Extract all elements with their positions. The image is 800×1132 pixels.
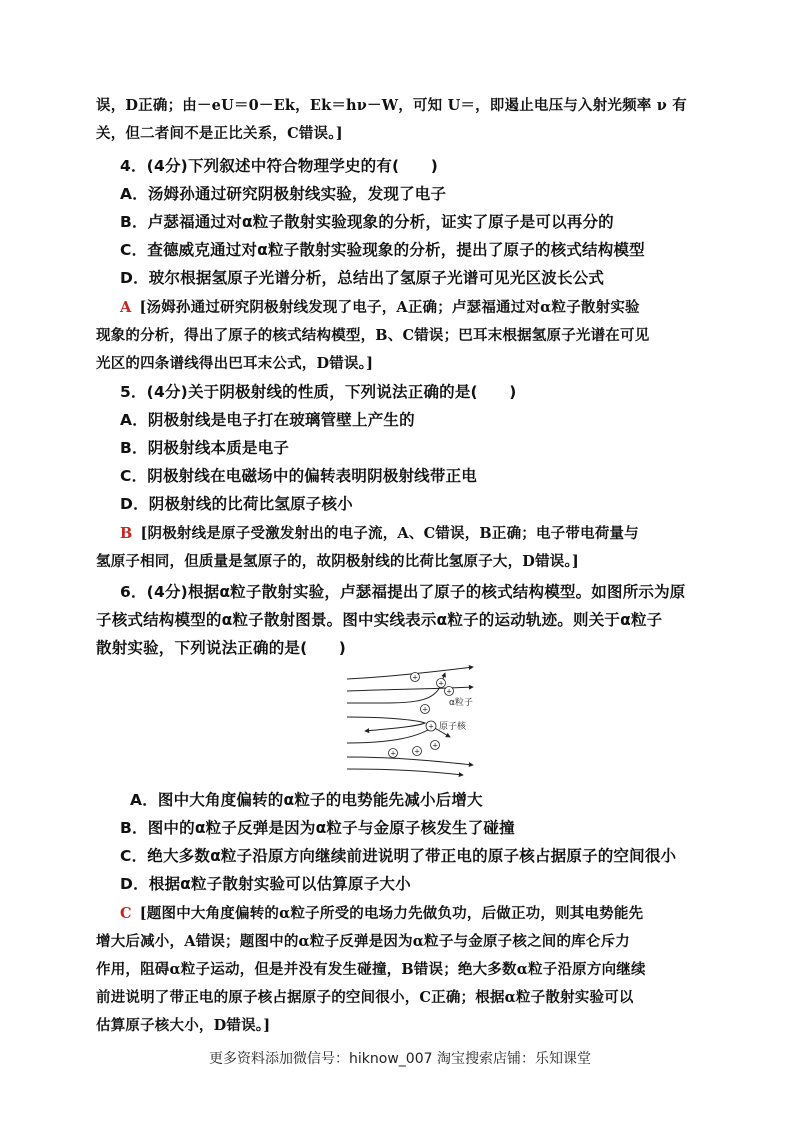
q6-explanation — [120, 900, 643, 928]
q5-answer: B — [120, 525, 133, 542]
q4-exp-1: [汤姆孙通过研究阴极射线发现了电子，A正确；卢瑟福通过对α粒子散射实验 — [139, 299, 640, 316]
plus-sign: + — [446, 687, 452, 696]
q6-exp-2: 增大后减小，A错误；题图中的α粒子反弹是因为α粒子与金原子核之间的库仑斥力 — [96, 933, 630, 950]
q5-option-c: C．阴极射线在电磁场中的偏转表明阴极射线带正电 — [120, 467, 477, 485]
plus-sign: + — [428, 722, 434, 731]
q6-exp-3: 作用，阻碍α粒子运动，但是并没有发生碰撞，B错误；绝大多数α粒子沿原方向继续 — [96, 961, 646, 978]
q4-option-c: C．查德威克通过对α粒子散射实验现象的分析，提出了原子的核式结构模型 — [120, 241, 645, 259]
q5-explanation — [120, 520, 639, 548]
plus-sign: + — [412, 673, 418, 682]
q6-stem-1: 6．(4分)根据α粒子散射实验，卢瑟福提出了原子的核式结构模型。如图所示为原 — [120, 583, 686, 601]
plus-sign: + — [422, 705, 428, 714]
q6-option-c: C．绝大多数α粒子沿原方向继续前进说明了带正电的原子核占据原子的空间很小 — [120, 847, 677, 865]
q4-option-a: A．汤姆孙通过研究阴极射线实验，发现了电子 — [120, 185, 447, 203]
footer-note: 更多资料添加微信号：hiknow_007 淘宝搜索店铺：乐知课堂 — [209, 1051, 591, 1067]
q4-option-b: B．卢瑟福通过对α粒子散射实验现象的分析，证实了原子是可以再分的 — [120, 213, 614, 231]
q6-exp-4: 前进说明了带正电的原子核占据原子的空间很小，C正确；根据α粒子散射实验可以 — [96, 989, 634, 1006]
trajectory-line — [347, 757, 473, 765]
trajectory-line — [347, 717, 425, 731]
q4-answer: A — [120, 299, 132, 316]
trajectory-line — [347, 687, 473, 691]
q6-stem-3: 散射实验，下列说法正确的是( ) — [96, 639, 347, 657]
text-line: 关，但二者间不是正比关系，C错误。] — [96, 125, 343, 142]
q4-option-d: D．玻尔根据氢原子光谱分析，总结出了氢原子光谱可见光区波长公式 — [120, 269, 605, 287]
q6-stem-2: 子核式结构模型的α粒子散射图景。图中实线表示α粒子的运动轨迹。则关于α粒子 — [96, 611, 663, 629]
plus-sign: + — [414, 747, 420, 756]
q5-exp-1: [阴极射线是原子受激发射出的电子流，A、C错误，B正确；电子带电荷量与 — [140, 525, 639, 542]
text-line: 误，D正确；由－eU＝0－Ek，Ek＝hν－W，可知 U＝，即遏止电压与入射光频率 ν 有 — [96, 97, 687, 114]
q6-option-d: D．根据α粒子散射实验可以估算原子大小 — [120, 875, 411, 893]
alpha-scattering-figure — [345, 665, 475, 777]
q5-option-d: D．阴极射线的比荷比氢原子核小 — [120, 495, 353, 513]
q6-answer: C — [120, 905, 132, 922]
trajectory-line — [347, 769, 463, 775]
q4-exp-2: 现象的分析，得出了原子的核式结构模型，B、C错误；巴耳末根据氢原子光谱在可见 — [96, 327, 650, 344]
trajectory-line — [347, 667, 473, 679]
nucleus-label: 原子核 — [439, 722, 467, 732]
q5-exp-2: 氢原子相同，但质量是氢原子的，故阴极射线的比荷比氢原子大，D错误。] — [96, 553, 579, 570]
q4-exp-3: 光区的四条谱线得出巴耳末公式，D错误。] — [96, 355, 374, 372]
alpha-label: α粒子 — [449, 698, 473, 708]
q4-explanation — [120, 294, 640, 322]
q5-option-b: B．阴极射线本质是电子 — [120, 439, 290, 457]
q5-option-a: A．阴极射线是电子打在玻璃管壁上产生的 — [120, 411, 415, 429]
trajectory-line — [347, 673, 445, 703]
q6-exp-1: [题图中大角度偏转的α粒子所受的电场力先做负功，后做正功，则其电势能先 — [139, 905, 644, 922]
q6-exp-5: 估算原子核大小，D错误。] — [96, 1017, 271, 1034]
plus-sign: + — [432, 741, 438, 750]
q5-stem: 5．(4分)关于阴极射线的性质，下列说法正确的是( ) — [120, 383, 517, 401]
q4-stem: 4．(4分)下列叙述中符合物理学史的有( ) — [120, 157, 439, 175]
q6-option-a: A．图中大角度偏转的α粒子的电势能先减小后增大 — [130, 791, 483, 809]
plus-sign: + — [438, 679, 444, 688]
plus-sign: + — [390, 749, 396, 758]
q6-option-b: B．图中的α粒子反弹是因为α粒子与金原子核发生了碰撞 — [120, 819, 515, 837]
